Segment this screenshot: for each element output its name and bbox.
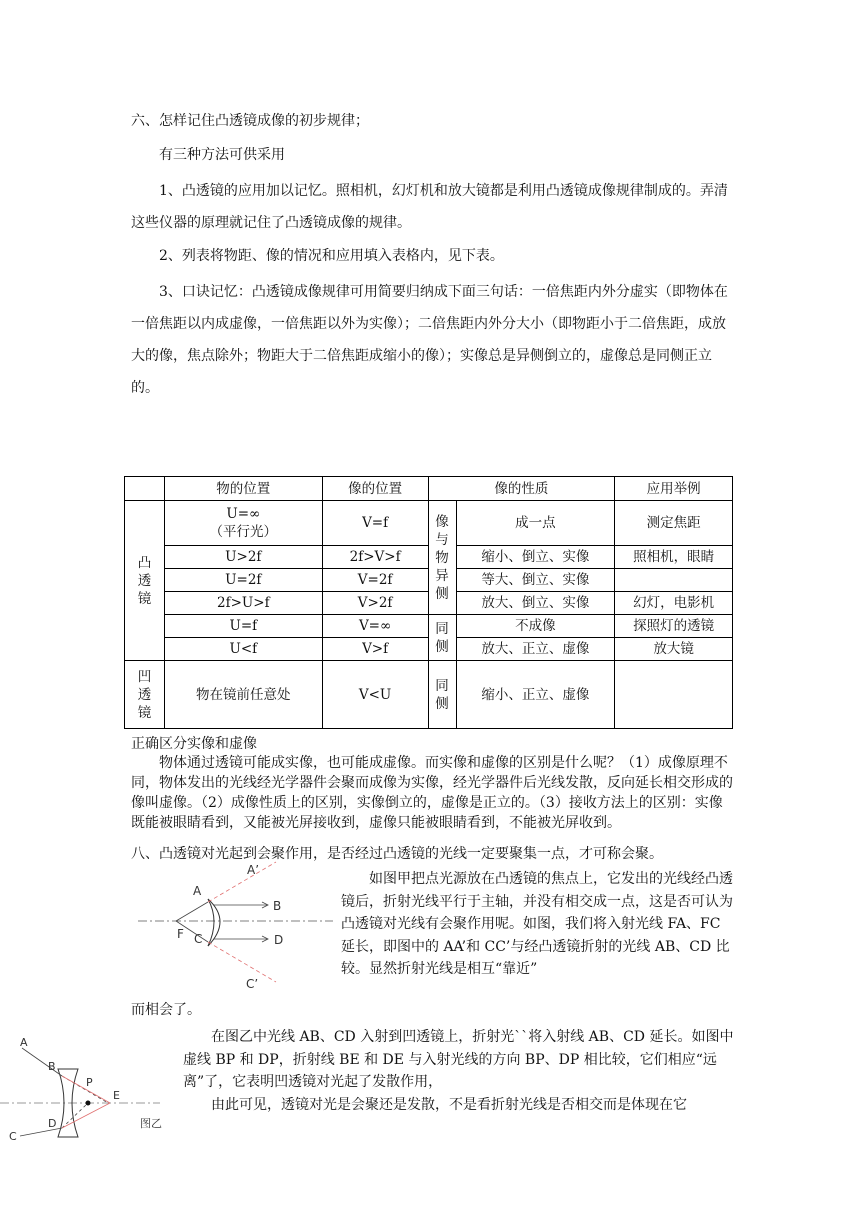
extension-cc	[208, 942, 276, 982]
convex-lens-left-surface	[208, 899, 214, 946]
object-position-cell: U<f	[164, 638, 322, 661]
table-row	[125, 501, 733, 546]
object-position-cell: 物在镜前任意处	[164, 661, 322, 729]
header-image-position: 像的位置	[322, 477, 428, 501]
application-cell: 探照灯的透镜	[615, 615, 733, 638]
figure-a-label-d: D	[274, 933, 284, 947]
figure-b-label-p: P	[86, 1076, 93, 1089]
object-position-cell: U=f	[164, 615, 322, 638]
header-object-position: 物的位置	[164, 477, 322, 501]
section7-heading: 正确区分实像和虚像	[131, 736, 257, 752]
image-nature-cell: 缩小、正立、虚像	[456, 661, 615, 729]
ray-fa	[176, 902, 208, 921]
object-position-cell: U=∞ （平行光）	[164, 501, 322, 546]
object-position-cell: U=2f	[164, 569, 322, 592]
image-position-cell: V=2f	[322, 569, 428, 592]
section6-item2: 2、列表将物距、像的情况和应用填入表格内，见下表。	[159, 248, 504, 264]
header-application: 应用举例	[615, 477, 733, 501]
section8-heading: 八、凸透镜对光起到会聚作用，是否经过凸透镜的光线一定要聚集一点，才可称会聚。	[131, 846, 663, 862]
table-corner-cell	[125, 477, 165, 501]
side-same-label: 同侧	[428, 615, 456, 661]
extension-aa	[208, 862, 276, 902]
image-nature-cell: 等大、倒立、实像	[456, 569, 615, 592]
image-position-cell: 2f>V>f	[322, 546, 428, 569]
object-position-cell: 2f>U>f	[164, 592, 322, 615]
image-position-cell: V=f	[322, 501, 428, 546]
figure-a-label-a: A	[193, 884, 202, 898]
lens-imaging-table	[124, 476, 733, 729]
figure-b-label-e: E	[113, 1089, 120, 1102]
figure-a-label-f: F	[177, 927, 184, 941]
figure-a-label-a-prime: A’	[247, 863, 260, 877]
figure-a-label-b: B	[273, 899, 282, 913]
image-nature-cell: 成一点	[456, 501, 615, 546]
section8-para3: 由此可见，透镜对光是会聚还是发散，不是看折射光线是否相交而是体现在它	[211, 1097, 687, 1113]
figure-b-label-d: D	[48, 1117, 57, 1130]
concave-lens-label: 凹透镜	[125, 661, 165, 729]
image-position-cell: V>2f	[322, 592, 428, 615]
section8-para1-end: 而相会了。	[131, 1002, 201, 1018]
application-cell	[615, 569, 733, 592]
section8-para2: 在图乙中光线 AB、CD 入射到凹透镜上，折射光``将入射线 AB、CD 延长。如图中虚线 BP 和 DP，折射线 BE 和 DE 与入射光线的方向 BP、DP 相比较，它们相应“远离”了，它表明凹透镜对光起了发散作用，	[183, 1029, 734, 1090]
section6-item3: 3、口诀记忆：凸透镜成像规律可用简要归纳成下面三句话：一倍焦距内外分虚实（即物体在一倍焦距以内成虚像，一倍焦距以外为实像）；二倍焦距内外分大小（即物距小于二倍焦距，成放大的像，焦点除外；物距大于二倍焦距成缩小的像）；实像总是异侧倒立的，虚像总是同侧正立的。	[131, 284, 728, 396]
section6-heading: 六、怎样记住凸透镜成像的初步规律；	[131, 113, 369, 129]
table-header-row	[125, 477, 733, 501]
object-position-cell: U>2f	[164, 546, 322, 569]
ray-ab	[22, 1048, 62, 1076]
application-cell: 测定焦距	[615, 501, 733, 546]
figure-b-label-c: C	[9, 1130, 17, 1143]
convex-lens-label: 凸透镜	[125, 501, 165, 661]
figure-b-label-a: A	[20, 1036, 28, 1049]
figure-b-label-b: B	[48, 1060, 56, 1073]
table-row	[125, 615, 733, 638]
image-position-cell: V>f	[322, 638, 428, 661]
figure-a-label-c-prime: C’	[246, 977, 259, 990]
image-nature-cell: 放大、倒立、实像	[456, 592, 615, 615]
image-position-cell: V=∞	[322, 615, 428, 638]
figure-a-convex-lens-diagram	[138, 860, 338, 990]
application-cell: 照相机，眼睛	[615, 546, 733, 569]
application-cell: 幻灯，电影机	[615, 592, 733, 615]
section6-item1: 1、凸透镜的应用加以记忆。照相机，幻灯机和放大镜都是利用凸透镜成像规律制成的。弄清这些仪器的原理就记住了凸透镜成像的规律。	[131, 183, 728, 231]
ray-de	[62, 1103, 110, 1128]
section8-para1: 如图甲把点光源放在凸透镜的焦点上，它发出的光线经凸透镜后，折射光线平行于主轴，并没有相交成一点，这是否可认为凸透镜对光线有会聚作用呢。如图，我们将入射光线 FA、FC 延长，即图中的 AA’和 CC’与经凸透镜折射的光线 AB、CD 比较。显然折射光线是相互“靠近”	[341, 871, 733, 977]
section6-intro: 有三种方法可供采用	[159, 147, 285, 163]
side-opposite-label: 像与物异侧	[428, 501, 456, 615]
figure-b-concave-lens-diagram	[0, 1032, 175, 1144]
figure-b-caption: 图乙	[140, 1117, 162, 1130]
section7-body: 物体通过透镜可能成实像，也可能成虚像。而实像和虚像的区别是什么呢？（1）成像原理不同，物体发出的光线经光学器件会聚而成像为实像，经光学器件后光线发散，反向延长相交形成的像叫虚像。（2）成像性质上的区别，实像倒立的，虚像是正立的。（3）接收方法上的区别：实像既能被眼睛看到，又能被光屏接收到，虚像只能被眼睛看到，不能被光屏收到。	[131, 755, 733, 831]
point-p	[86, 1101, 91, 1106]
side-same-label: 同侧	[428, 661, 456, 729]
header-image-nature: 像的性质	[428, 477, 615, 501]
figure-a-label-c: C	[194, 932, 203, 946]
image-nature-cell: 不成像	[456, 615, 615, 638]
application-cell	[615, 661, 733, 729]
application-cell: 放大镜	[615, 638, 733, 661]
table-row	[125, 661, 733, 729]
image-nature-cell: 放大、正立、虚像	[456, 638, 615, 661]
image-nature-cell: 缩小、倒立、实像	[456, 546, 615, 569]
extension-dp	[62, 1103, 88, 1128]
image-position-cell: V<U	[322, 661, 428, 729]
